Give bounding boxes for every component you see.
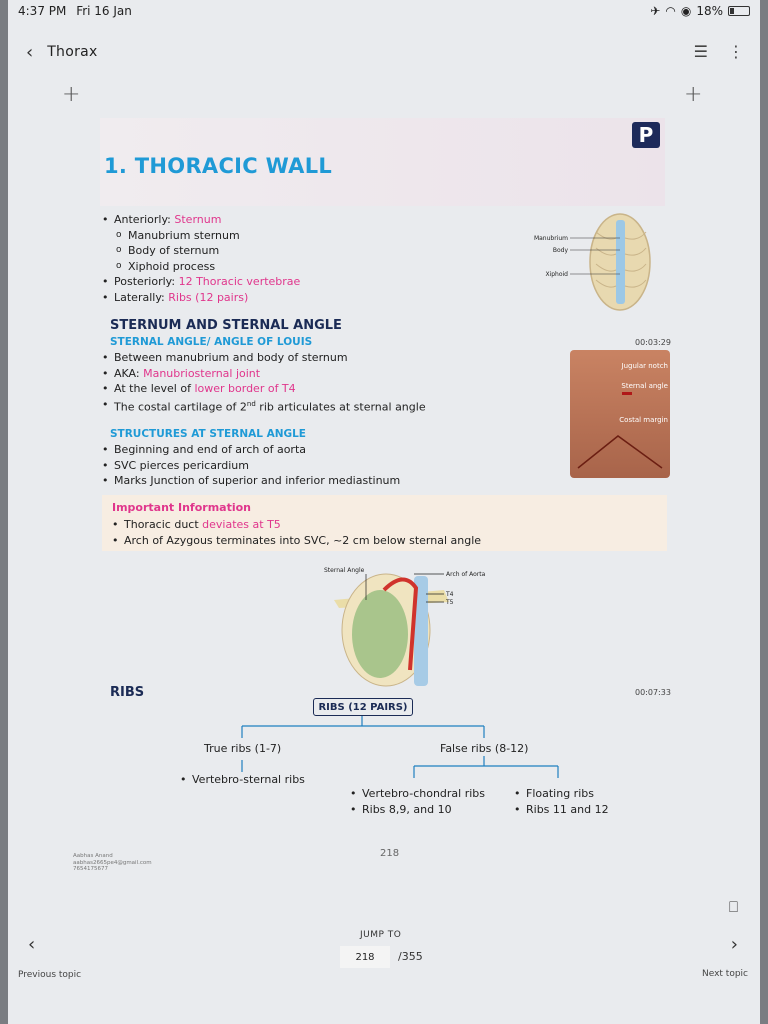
previous-arrow-icon[interactable]: ‹ — [28, 934, 36, 955]
jugular-notch-label: Jugular notch — [621, 362, 668, 370]
battery-percent: 18% — [696, 4, 723, 18]
list-item: • SVC pierces pericardium — [100, 458, 400, 474]
thoracic-wall-list — [100, 212, 300, 305]
document-page — [100, 110, 675, 880]
brand-logo: P — [632, 122, 660, 148]
fig2-t4-label: T4 — [446, 591, 454, 598]
sternal-angle-label: Sternal angle — [621, 382, 668, 390]
list-item: • Posteriorly: 12 Thoracic vertebrae — [100, 274, 300, 290]
fig2-sternal-label: Sternal Angle — [324, 567, 365, 574]
timestamp-2[interactable]: 00:07:33 — [635, 688, 671, 697]
fig2-aorta-label: Arch of Aorta — [446, 571, 486, 578]
true-ribs-node: True ribs (1-7) — [204, 742, 282, 755]
list-item: o Xiphoid process — [100, 259, 300, 275]
floating-ribs-list — [512, 786, 609, 817]
status-bar — [8, 0, 760, 22]
list-item: • Vertebro-sternal ribs — [178, 772, 305, 788]
ribs-section-title: RIBS — [110, 685, 145, 700]
back-chevron-icon[interactable]: ‹ — [26, 41, 34, 63]
list-item: • Marks Junction of superior and inferior mediastinum — [100, 473, 400, 489]
important-list — [110, 517, 481, 548]
list-item: • Vertebro-chondral ribs — [348, 786, 485, 802]
nav-title: Thorax — [47, 44, 98, 60]
sternum-figure — [528, 212, 668, 324]
false-ribs-node: False ribs (8-12) — [440, 742, 529, 755]
sternal-angle-subtitle: STERNAL ANGLE/ ANGLE OF LOUIS — [110, 336, 313, 348]
costal-margin-lines — [570, 350, 670, 478]
list-item: • Laterally: Ribs (12 pairs) — [100, 290, 300, 306]
bottom-navigation — [8, 890, 760, 1024]
sternum-section-title: STERNUM AND STERNAL ANGLE — [110, 318, 342, 333]
costal-margin-label: Costal margin — [619, 416, 668, 424]
important-title: Important Information — [112, 501, 252, 514]
list-item: • At the level of lower border of T4 — [100, 381, 426, 397]
add-right-plus-icon[interactable]: + — [684, 82, 703, 107]
location-icon: ◉ — [680, 4, 692, 18]
more-icon[interactable]: ⋮ — [728, 42, 744, 61]
list-icon[interactable]: ☰ — [693, 42, 708, 61]
add-left-plus-icon[interactable]: + — [62, 82, 81, 107]
list-item: • Floating ribs — [512, 786, 609, 802]
ribs-root-node: RIBS (12 PAIRS) — [313, 698, 413, 716]
jump-total-pages: /355 — [398, 950, 423, 963]
heading-band — [100, 118, 665, 206]
list-item: • AKA: Manubriosternal joint — [100, 366, 426, 382]
list-item: • Between manubrium and body of sternum — [100, 350, 426, 366]
xiphoid-label: Xiphoid — [545, 271, 568, 278]
nav-bar — [8, 32, 760, 72]
sternal-angle-figure — [314, 560, 514, 690]
status-time: 4:37 PM — [18, 4, 67, 18]
list-item: • Arch of Azygous terminates into SVC, ~2 cm below sternal angle — [110, 533, 481, 549]
next-arrow-icon[interactable]: › — [730, 934, 738, 955]
status-right — [650, 4, 750, 18]
list-item: • Beginning and end of arch of aorta — [100, 442, 400, 458]
tablet-screen — [8, 0, 760, 1024]
watermark-footer: Aabhas Anand aabhas2665pe4@gmail.com 7654175677 — [73, 853, 152, 872]
list-item: • Anteriorly: Sternum — [100, 212, 300, 228]
status-left — [18, 4, 132, 18]
sternal-angle-list — [100, 350, 426, 415]
page-number: 218 — [380, 848, 400, 859]
list-item: • Ribs 11 and 12 — [512, 802, 609, 818]
list-item: • The costal cartilage of 2nd rib articulates at sternal angle — [100, 397, 426, 415]
true-ribs-list — [178, 772, 305, 788]
important-info-box — [102, 495, 667, 551]
chest-photo — [570, 350, 670, 478]
jump-page-input[interactable] — [340, 946, 390, 968]
wifi-icon: ◠ — [665, 4, 676, 18]
nav-tools — [694, 42, 744, 61]
fig2-t5-label: T5 — [446, 599, 454, 606]
list-item: o Body of sternum — [100, 243, 300, 259]
body-label: Body — [552, 247, 568, 254]
next-topic-link[interactable]: Next topic — [701, 969, 748, 979]
list-item: • Ribs 8,9, and 10 — [348, 802, 485, 818]
list-item: o Manubrium sternum — [100, 228, 300, 244]
list-item: • Thoracic duct deviates at T5 — [110, 517, 481, 533]
bookmark-icon[interactable]: ⎕ — [728, 898, 738, 916]
airplane-icon: ✈ — [650, 4, 661, 18]
vertebro-chondral-list — [348, 786, 485, 817]
manubrium-label: Manubrium — [533, 235, 568, 242]
battery-icon — [728, 6, 750, 16]
previous-topic-link[interactable]: Previous topic — [18, 970, 82, 980]
jump-to-label: JUMP TO — [360, 930, 402, 940]
status-date: Fri 16 Jan — [76, 4, 132, 18]
page-heading: 1. THORACIC WALL — [104, 154, 333, 178]
structures-list — [100, 442, 400, 489]
structures-subtitle: STRUCTURES AT STERNAL ANGLE — [110, 428, 306, 440]
timestamp-1[interactable]: 00:03:29 — [635, 338, 671, 347]
